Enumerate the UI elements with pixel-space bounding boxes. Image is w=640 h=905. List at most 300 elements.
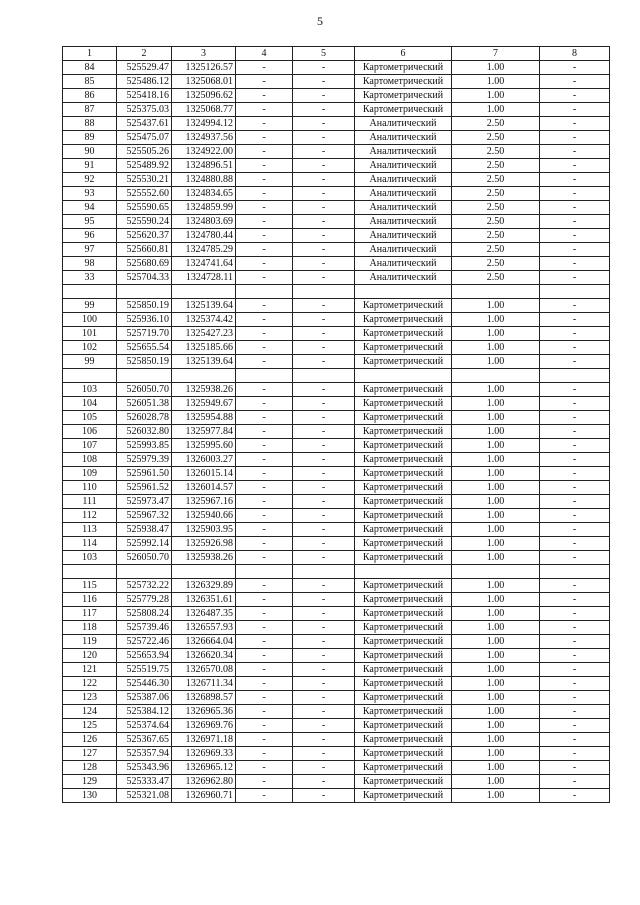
col-8-cell: - — [540, 243, 610, 257]
table-row — [63, 397, 610, 411]
point-number-cell: 127 — [63, 747, 117, 761]
coord-x-cell: 525530.21 — [117, 173, 172, 187]
column-header-7: 7 — [452, 47, 540, 61]
table-row — [63, 677, 610, 691]
col-5-cell: - — [293, 173, 355, 187]
col-5-cell: - — [293, 481, 355, 495]
col-5-cell: - — [293, 523, 355, 537]
accuracy-cell: 1.00 — [452, 355, 540, 369]
method-cell: Аналитический — [355, 257, 452, 271]
method-cell: Картометрический — [355, 621, 452, 635]
coord-x-cell: 525660.81 — [117, 243, 172, 257]
coord-x-cell: 525979.39 — [117, 453, 172, 467]
col-5-cell: - — [293, 607, 355, 621]
col-8-cell: - — [540, 397, 610, 411]
method-cell: Картометрический — [355, 775, 452, 789]
point-number-cell: 94 — [63, 201, 117, 215]
table-row — [63, 453, 610, 467]
table-row — [63, 761, 610, 775]
column-header-1: 1 — [63, 47, 117, 61]
method-cell: Аналитический — [355, 215, 452, 229]
table-row — [63, 215, 610, 229]
table-row — [63, 75, 610, 89]
col-5-cell: - — [293, 509, 355, 523]
method-cell: Картометрический — [355, 579, 452, 593]
method-cell: Картометрический — [355, 299, 452, 313]
coord-x-cell: 525719.70 — [117, 327, 172, 341]
method-cell: Картометрический — [355, 467, 452, 481]
table-row — [63, 327, 610, 341]
coord-x-cell: 525529.47 — [117, 61, 172, 75]
col-8-cell: - — [540, 75, 610, 89]
col-4-cell: - — [236, 299, 293, 313]
method-cell: Аналитический — [355, 229, 452, 243]
coord-y-cell: 1325427.23 — [172, 327, 236, 341]
coord-y-cell: 1324785.29 — [172, 243, 236, 257]
separator-row — [63, 565, 610, 579]
coord-x-cell: 525973.47 — [117, 495, 172, 509]
method-cell: Картометрический — [355, 509, 452, 523]
column-header-5: 5 — [293, 47, 355, 61]
empty-cell — [540, 285, 610, 299]
col-4-cell: - — [236, 61, 293, 75]
table-row — [63, 789, 610, 803]
col-8-cell: - — [540, 551, 610, 565]
col-8-cell: - — [540, 201, 610, 215]
coord-x-cell: 526032.80 — [117, 425, 172, 439]
coord-y-cell: 1324834.65 — [172, 187, 236, 201]
accuracy-cell: 2.50 — [452, 145, 540, 159]
method-cell: Картометрический — [355, 551, 452, 565]
col-4-cell: - — [236, 495, 293, 509]
table-row — [63, 775, 610, 789]
col-4-cell: - — [236, 355, 293, 369]
accuracy-cell: 2.50 — [452, 187, 540, 201]
col-8-cell: - — [540, 649, 610, 663]
point-number-cell: 128 — [63, 761, 117, 775]
point-number-cell: 99 — [63, 355, 117, 369]
method-cell: Картометрический — [355, 481, 452, 495]
coord-x-cell: 525961.52 — [117, 481, 172, 495]
method-cell: Картометрический — [355, 89, 452, 103]
coord-x-cell: 525680.69 — [117, 257, 172, 271]
method-cell: Картометрический — [355, 761, 452, 775]
col-8-cell: - — [540, 495, 610, 509]
empty-cell — [293, 565, 355, 579]
col-8-cell: - — [540, 131, 610, 145]
coord-x-cell: 525367.65 — [117, 733, 172, 747]
point-number-cell: 100 — [63, 313, 117, 327]
coord-x-cell: 525967.32 — [117, 509, 172, 523]
method-cell: Картометрический — [355, 383, 452, 397]
table-row — [63, 495, 610, 509]
col-4-cell: - — [236, 705, 293, 719]
table-row — [63, 691, 610, 705]
empty-cell — [63, 285, 117, 299]
col-8-cell: - — [540, 439, 610, 453]
method-cell: Картометрический — [355, 425, 452, 439]
point-number-cell: 97 — [63, 243, 117, 257]
table-row — [63, 257, 610, 271]
col-5-cell: - — [293, 411, 355, 425]
table-row — [63, 439, 610, 453]
coord-y-cell: 1325949.67 — [172, 397, 236, 411]
method-cell: Аналитический — [355, 201, 452, 215]
table-row — [63, 663, 610, 677]
coord-x-cell: 526050.70 — [117, 383, 172, 397]
col-4-cell: - — [236, 243, 293, 257]
col-4-cell: - — [236, 677, 293, 691]
col-4-cell: - — [236, 733, 293, 747]
column-header-8: 8 — [540, 47, 610, 61]
coord-y-cell: 1326969.76 — [172, 719, 236, 733]
col-5-cell: - — [293, 705, 355, 719]
coord-y-cell: 1325903.95 — [172, 523, 236, 537]
accuracy-cell: 1.00 — [452, 509, 540, 523]
method-cell: Картометрический — [355, 733, 452, 747]
accuracy-cell: 1.00 — [452, 425, 540, 439]
table-row — [63, 201, 610, 215]
coord-x-cell: 525936.10 — [117, 313, 172, 327]
coord-y-cell: 1325139.64 — [172, 299, 236, 313]
col-4-cell: - — [236, 551, 293, 565]
column-header-4: 4 — [236, 47, 293, 61]
method-cell: Картометрический — [355, 61, 452, 75]
method-cell: Аналитический — [355, 131, 452, 145]
col-4-cell: - — [236, 453, 293, 467]
coord-x-cell: 525475.07 — [117, 131, 172, 145]
coord-x-cell: 525590.24 — [117, 215, 172, 229]
point-number-cell: 87 — [63, 103, 117, 117]
col-5-cell: - — [293, 677, 355, 691]
coord-x-cell: 525850.19 — [117, 299, 172, 313]
point-number-cell: 112 — [63, 509, 117, 523]
accuracy-cell: 2.50 — [452, 243, 540, 257]
col-4-cell: - — [236, 439, 293, 453]
table-row — [63, 243, 610, 257]
col-8-cell: - — [540, 747, 610, 761]
accuracy-cell: 1.00 — [452, 397, 540, 411]
col-5-cell: - — [293, 761, 355, 775]
col-8-cell: - — [540, 425, 610, 439]
table-row — [63, 621, 610, 635]
col-8-cell: - — [540, 663, 610, 677]
accuracy-cell: 1.00 — [452, 103, 540, 117]
coord-y-cell: 1324994.12 — [172, 117, 236, 131]
point-number-cell: 88 — [63, 117, 117, 131]
col-5-cell: - — [293, 551, 355, 565]
table-row — [63, 649, 610, 663]
coord-y-cell: 1324728.11 — [172, 271, 236, 285]
coord-y-cell: 1324896.51 — [172, 159, 236, 173]
accuracy-cell: 1.00 — [452, 495, 540, 509]
accuracy-cell: 2.50 — [452, 257, 540, 271]
col-8-cell: - — [540, 523, 610, 537]
col-8-cell: - — [540, 621, 610, 635]
accuracy-cell: 1.00 — [452, 733, 540, 747]
method-cell: Картометрический — [355, 593, 452, 607]
method-cell: Картометрический — [355, 649, 452, 663]
col-8-cell: - — [540, 313, 610, 327]
coord-x-cell: 525374.64 — [117, 719, 172, 733]
table-row — [63, 341, 610, 355]
method-cell: Картометрический — [355, 719, 452, 733]
table-row — [63, 481, 610, 495]
coord-y-cell: 1326620.34 — [172, 649, 236, 663]
coord-x-cell: 525343.96 — [117, 761, 172, 775]
method-cell: Картометрический — [355, 677, 452, 691]
point-number-cell: 103 — [63, 551, 117, 565]
accuracy-cell: 1.00 — [452, 789, 540, 803]
table-row — [63, 537, 610, 551]
col-8-cell: - — [540, 327, 610, 341]
col-4-cell: - — [236, 215, 293, 229]
point-number-cell: 123 — [63, 691, 117, 705]
col-8-cell: - — [540, 579, 610, 593]
accuracy-cell: 2.50 — [452, 173, 540, 187]
col-4-cell: - — [236, 523, 293, 537]
table-row — [63, 131, 610, 145]
col-4-cell: - — [236, 257, 293, 271]
accuracy-cell: 1.00 — [452, 341, 540, 355]
table-row — [63, 719, 610, 733]
col-8-cell: - — [540, 215, 610, 229]
accuracy-cell: 1.00 — [452, 439, 540, 453]
point-number-cell: 115 — [63, 579, 117, 593]
col-8-cell: - — [540, 467, 610, 481]
col-4-cell: - — [236, 789, 293, 803]
method-cell: Картометрический — [355, 747, 452, 761]
coord-x-cell: 525938.47 — [117, 523, 172, 537]
coord-y-cell: 1325995.60 — [172, 439, 236, 453]
coord-y-cell: 1326664.04 — [172, 635, 236, 649]
method-cell: Аналитический — [355, 159, 452, 173]
col-5-cell: - — [293, 789, 355, 803]
col-5-cell: - — [293, 89, 355, 103]
coord-x-cell: 525387.06 — [117, 691, 172, 705]
table-row — [63, 551, 610, 565]
empty-cell — [293, 285, 355, 299]
empty-cell — [293, 369, 355, 383]
accuracy-cell: 1.00 — [452, 537, 540, 551]
col-4-cell: - — [236, 145, 293, 159]
point-number-cell: 101 — [63, 327, 117, 341]
coord-y-cell: 1324937.56 — [172, 131, 236, 145]
coord-x-cell: 526028.78 — [117, 411, 172, 425]
col-8-cell: - — [540, 537, 610, 551]
table-row — [63, 467, 610, 481]
col-5-cell: - — [293, 299, 355, 313]
point-number-cell: 33 — [63, 271, 117, 285]
col-8-cell: - — [540, 173, 610, 187]
table-row — [63, 355, 610, 369]
method-cell: Картометрический — [355, 341, 452, 355]
coord-x-cell: 525722.46 — [117, 635, 172, 649]
table-row — [63, 509, 610, 523]
method-cell: Картометрический — [355, 537, 452, 551]
table-row — [63, 579, 610, 593]
col-4-cell: - — [236, 411, 293, 425]
col-8-cell: - — [540, 733, 610, 747]
method-cell: Картометрический — [355, 103, 452, 117]
empty-cell — [172, 565, 236, 579]
coord-y-cell: 1325967.16 — [172, 495, 236, 509]
coord-y-cell: 1326014.57 — [172, 481, 236, 495]
point-number-cell: 121 — [63, 663, 117, 677]
coord-y-cell: 1325926.98 — [172, 537, 236, 551]
col-4-cell: - — [236, 75, 293, 89]
empty-cell — [172, 369, 236, 383]
col-5-cell: - — [293, 453, 355, 467]
accuracy-cell: 1.00 — [452, 677, 540, 691]
coord-y-cell: 1326487.35 — [172, 607, 236, 621]
point-number-cell: 103 — [63, 383, 117, 397]
table-row — [63, 89, 610, 103]
coord-x-cell: 525519.75 — [117, 663, 172, 677]
empty-cell — [63, 565, 117, 579]
point-number-cell: 122 — [63, 677, 117, 691]
point-number-cell: 117 — [63, 607, 117, 621]
col-4-cell: - — [236, 341, 293, 355]
point-number-cell: 85 — [63, 75, 117, 89]
empty-cell — [452, 565, 540, 579]
col-4-cell: - — [236, 271, 293, 285]
method-cell: Аналитический — [355, 187, 452, 201]
point-number-cell: 105 — [63, 411, 117, 425]
point-number-cell: 106 — [63, 425, 117, 439]
table-row — [63, 187, 610, 201]
point-number-cell: 98 — [63, 257, 117, 271]
col-4-cell: - — [236, 607, 293, 621]
col-8-cell: - — [540, 453, 610, 467]
col-4-cell: - — [236, 397, 293, 411]
coord-x-cell: 525850.19 — [117, 355, 172, 369]
column-header-6: 6 — [355, 47, 452, 61]
col-5-cell: - — [293, 103, 355, 117]
coord-x-cell: 525375.03 — [117, 103, 172, 117]
coord-y-cell: 1326329.89 — [172, 579, 236, 593]
coord-x-cell: 525384.12 — [117, 705, 172, 719]
method-cell: Картометрический — [355, 663, 452, 677]
method-cell: Картометрический — [355, 439, 452, 453]
table-row — [63, 593, 610, 607]
empty-cell — [117, 565, 172, 579]
coord-x-cell: 525321.08 — [117, 789, 172, 803]
col-4-cell: - — [236, 117, 293, 131]
col-4-cell: - — [236, 593, 293, 607]
table-row — [63, 747, 610, 761]
col-5-cell: - — [293, 747, 355, 761]
table-row — [63, 299, 610, 313]
col-8-cell: - — [540, 145, 610, 159]
col-5-cell: - — [293, 495, 355, 509]
col-5-cell: - — [293, 243, 355, 257]
accuracy-cell: 1.00 — [452, 411, 540, 425]
coord-y-cell: 1325126.57 — [172, 61, 236, 75]
col-4-cell: - — [236, 775, 293, 789]
coord-y-cell: 1326898.57 — [172, 691, 236, 705]
point-number-cell: 124 — [63, 705, 117, 719]
coord-y-cell: 1324922.00 — [172, 145, 236, 159]
accuracy-cell: 1.00 — [452, 481, 540, 495]
empty-cell — [452, 369, 540, 383]
point-number-cell: 111 — [63, 495, 117, 509]
col-5-cell: - — [293, 187, 355, 201]
table-row — [63, 635, 610, 649]
col-8-cell: - — [540, 607, 610, 621]
coord-y-cell: 1326557.93 — [172, 621, 236, 635]
empty-cell — [355, 285, 452, 299]
col-8-cell: - — [540, 677, 610, 691]
col-8-cell: - — [540, 271, 610, 285]
coord-y-cell: 1324741.64 — [172, 257, 236, 271]
col-4-cell: - — [236, 103, 293, 117]
point-number-cell: 84 — [63, 61, 117, 75]
coord-y-cell: 1325938.26 — [172, 551, 236, 565]
coordinates-table — [62, 46, 610, 803]
method-cell: Картометрический — [355, 327, 452, 341]
col-8-cell: - — [540, 593, 610, 607]
col-5-cell: - — [293, 341, 355, 355]
col-8-cell: - — [540, 761, 610, 775]
coord-x-cell: 525808.24 — [117, 607, 172, 621]
point-number-cell: 96 — [63, 229, 117, 243]
accuracy-cell: 1.00 — [452, 747, 540, 761]
accuracy-cell: 1.00 — [452, 621, 540, 635]
coord-x-cell: 526050.70 — [117, 551, 172, 565]
col-8-cell: - — [540, 187, 610, 201]
empty-cell — [63, 369, 117, 383]
accuracy-cell: 1.00 — [452, 719, 540, 733]
accuracy-cell: 1.00 — [452, 61, 540, 75]
empty-cell — [117, 285, 172, 299]
accuracy-cell: 1.00 — [452, 89, 540, 103]
col-5-cell: - — [293, 145, 355, 159]
col-8-cell: - — [540, 117, 610, 131]
accuracy-cell: 1.00 — [452, 453, 540, 467]
coord-x-cell: 525446.30 — [117, 677, 172, 691]
method-cell: Картометрический — [355, 607, 452, 621]
coord-y-cell: 1325185.66 — [172, 341, 236, 355]
table-row — [63, 733, 610, 747]
coord-y-cell: 1325068.01 — [172, 75, 236, 89]
col-8-cell: - — [540, 355, 610, 369]
accuracy-cell: 1.00 — [452, 761, 540, 775]
col-8-cell: - — [540, 775, 610, 789]
accuracy-cell: 1.00 — [452, 75, 540, 89]
table-header-row — [63, 47, 610, 61]
point-number-cell: 104 — [63, 397, 117, 411]
point-number-cell: 107 — [63, 439, 117, 453]
point-number-cell: 108 — [63, 453, 117, 467]
accuracy-cell: 2.50 — [452, 201, 540, 215]
coord-x-cell: 525993.85 — [117, 439, 172, 453]
coord-x-cell: 525704.33 — [117, 271, 172, 285]
accuracy-cell: 1.00 — [452, 551, 540, 565]
accuracy-cell: 1.00 — [452, 383, 540, 397]
accuracy-cell: 1.00 — [452, 579, 540, 593]
col-5-cell: - — [293, 775, 355, 789]
table-row — [63, 411, 610, 425]
method-cell: Картометрический — [355, 495, 452, 509]
method-cell: Аналитический — [355, 271, 452, 285]
table-row — [63, 159, 610, 173]
method-cell: Картометрический — [355, 313, 452, 327]
coord-x-cell: 525739.46 — [117, 621, 172, 635]
coord-y-cell: 1326351.61 — [172, 593, 236, 607]
coord-x-cell: 525505.26 — [117, 145, 172, 159]
col-5-cell: - — [293, 635, 355, 649]
